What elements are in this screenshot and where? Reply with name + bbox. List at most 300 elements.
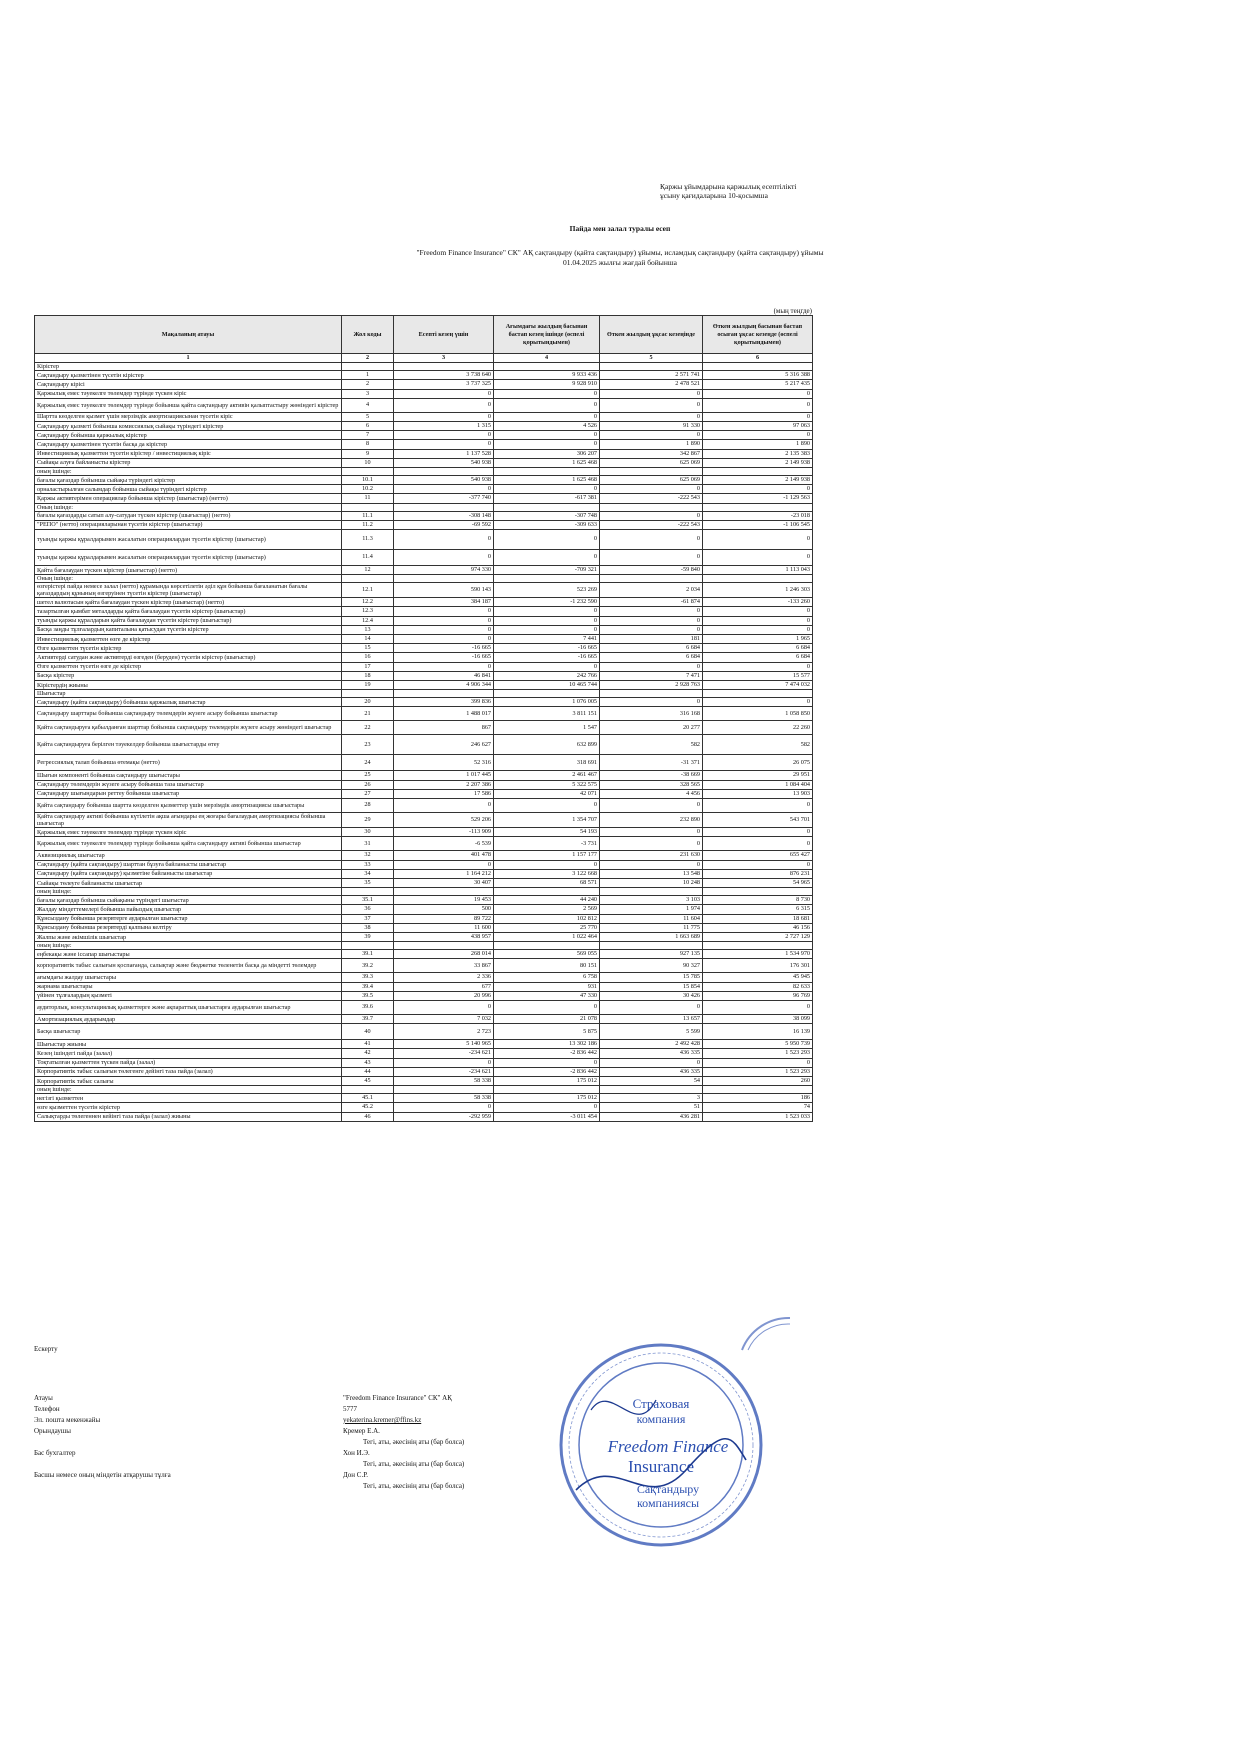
row-value-ytd: 25 770 [494, 923, 600, 932]
table-row [35, 690, 813, 698]
row-value-prior: 0 [600, 616, 703, 625]
index-cell: 3 [394, 354, 494, 363]
row-name: бағалы қағаздар бойынша сыйақы түріндегі кірістер [35, 476, 342, 485]
row-code: 30 [342, 828, 394, 837]
table-row [35, 973, 813, 982]
row-value-ytd: 44 240 [494, 896, 600, 905]
row-value-prior: 11 775 [600, 923, 703, 932]
row-value-prior: 927 135 [600, 950, 703, 959]
row-code: 33 [342, 860, 394, 869]
label-spacer [34, 1437, 171, 1448]
row-value-period: 0 [394, 440, 494, 449]
row-value-prior-ytd: 0 [703, 550, 813, 566]
appendix-note [660, 182, 820, 200]
row-value-prior: 13 548 [600, 869, 703, 878]
row-value-prior-ytd: 0 [703, 389, 813, 398]
row-name: Сақтандыру төлемдерін жүзеге асыру бойынша таза шығыстар [35, 780, 342, 789]
row-value-period [394, 468, 494, 476]
row-value-period: 4 906 344 [394, 681, 494, 690]
row-value-prior-ytd: 543 701 [703, 813, 813, 828]
row-value-prior: 625 069 [600, 476, 703, 485]
row-code [342, 942, 394, 950]
table-row [35, 550, 813, 566]
row-value-ytd [494, 690, 600, 698]
row-value-prior: 13 657 [600, 1014, 703, 1023]
row-value-prior: 0 [600, 431, 703, 440]
row-name: корпоративтік табыс салығын қоспағанда, салықтар және бюджетке төленетін басқа да міндетті төлемдер [35, 959, 342, 973]
row-code: 22 [342, 721, 394, 735]
row-value-prior-ytd: 0 [703, 616, 813, 625]
head-caption: Тегі, аты, әкесінің аты (бар болса) [363, 1482, 465, 1490]
row-value-prior-ytd: 0 [703, 1058, 813, 1067]
row-value-period: 3 738 640 [394, 371, 494, 380]
table-row [35, 780, 813, 789]
table-row [35, 635, 813, 644]
row-value-ytd: 0 [494, 485, 600, 494]
header-ytd-prior: Өткен жылдың басынан бастап осыған ұқсас кезеңде (өспелі қорытындымен) [703, 316, 813, 354]
row-value-period: 11 600 [394, 923, 494, 932]
table-row [35, 583, 813, 598]
row-value-prior-ytd: 186 [703, 1094, 813, 1103]
row-value-ytd: 54 193 [494, 828, 600, 837]
row-value-prior [600, 503, 703, 511]
row-value-ytd: 0 [494, 607, 600, 616]
row-code: 11.2 [342, 520, 394, 529]
row-code [342, 1086, 394, 1094]
row-value-prior: 0 [600, 698, 703, 707]
row-name: Жалпы және әкімшілік шығыстар [35, 932, 342, 941]
row-value-prior: 3 [600, 1094, 703, 1103]
table-row [35, 860, 813, 869]
table-row [35, 932, 813, 941]
row-value-prior-ytd: -133 260 [703, 598, 813, 607]
row-value-prior: 2 928 763 [600, 681, 703, 690]
row-name: Жалдау міндеттемелері бойынша пайыздық шығыстар [35, 905, 342, 914]
row-value-period [394, 363, 494, 371]
table-row [35, 1040, 813, 1049]
row-value-prior-ytd: 1 965 [703, 635, 813, 644]
row-value-period: 0 [394, 485, 494, 494]
row-code: 29 [342, 813, 394, 828]
row-value-prior-ytd: 5 316 388 [703, 371, 813, 380]
row-value-prior: 54 [600, 1076, 703, 1085]
table-index-row [35, 354, 813, 363]
row-code: 32 [342, 851, 394, 860]
row-value-prior-ytd: 1 058 850 [703, 707, 813, 721]
row-value-prior-ytd [703, 888, 813, 896]
table-row [35, 380, 813, 389]
row-value-prior-ytd [703, 575, 813, 583]
row-value-period: 20 996 [394, 991, 494, 1000]
note-label: Ескерту [34, 1345, 58, 1353]
row-value-ytd: 242 766 [494, 671, 600, 680]
row-value-ytd: 2 461 467 [494, 771, 600, 780]
row-value-period: 30 407 [394, 878, 494, 887]
row-value-prior: 436 335 [600, 1067, 703, 1076]
row-value-period: -113 909 [394, 828, 494, 837]
row-value-prior-ytd: 0 [703, 828, 813, 837]
table-row [35, 869, 813, 878]
row-value-prior: 436 335 [600, 1049, 703, 1058]
row-code: 5 [342, 412, 394, 421]
row-value-ytd: 632 899 [494, 735, 600, 755]
table-row [35, 371, 813, 380]
row-value-period: 1 164 212 [394, 869, 494, 878]
row-value-prior-ytd: 18 681 [703, 914, 813, 923]
row-value-prior: 30 426 [600, 991, 703, 1000]
row-value-prior-ytd: 26 075 [703, 755, 813, 771]
row-name: Қаржылық емес тәуекелге төлемдер түрінде бойынша қайта сақтандыру активі бойынша шығыстар [35, 837, 342, 851]
row-value-prior: 316 168 [600, 707, 703, 721]
table-row [35, 389, 813, 398]
row-name: шетел валютасын қайта бағалаудан түскен кірістер (шығыстар) (нетто) [35, 598, 342, 607]
row-value-ytd: -1 232 590 [494, 598, 600, 607]
row-value-prior-ytd: -1 129 563 [703, 494, 813, 503]
row-value-period: 0 [394, 431, 494, 440]
row-value-ytd: 9 933 436 [494, 371, 600, 380]
label-name: Атауы [34, 1394, 53, 1402]
row-value-ytd: 1 547 [494, 721, 600, 735]
table-row [35, 485, 813, 494]
signature-labels [34, 1393, 171, 1481]
row-name: Қайта сақтандыру активі бойынша күтілетін ақша ағындары ең жоғары бағалаудың амортизациясы бойынша шығыстар [35, 813, 342, 828]
row-code: 43 [342, 1058, 394, 1067]
row-code: 11.1 [342, 511, 394, 520]
row-value-period [394, 503, 494, 511]
row-value-period: 401 478 [394, 851, 494, 860]
appendix-line-1: Қаржы ұйымдарына қаржылық есептілікті [660, 182, 797, 191]
row-code: 45.1 [342, 1094, 394, 1103]
row-name: Оның ішінде: [35, 575, 342, 583]
index-cell: 5 [600, 354, 703, 363]
table-row [35, 923, 813, 932]
row-value-period: 0 [394, 635, 494, 644]
table-row [35, 458, 813, 467]
row-code: 34 [342, 869, 394, 878]
row-name: Басқа заңды тұлғалардың капиталына қатысудан түсетін кірістер [35, 625, 342, 634]
row-value-period: 5 140 965 [394, 1040, 494, 1049]
row-value-prior-ytd: 2 149 938 [703, 458, 813, 467]
row-value-ytd: 0 [494, 440, 600, 449]
row-value-prior-ytd [703, 690, 813, 698]
table-row [35, 681, 813, 690]
row-name: Басқа шығыстар [35, 1024, 342, 1040]
row-name: Қаржы активтерімен операциялар бойынша кірістер (шығыстар) (нетто) [35, 494, 342, 503]
row-value-ytd: 1 625 468 [494, 458, 600, 467]
row-code: 23 [342, 735, 394, 755]
row-code: 42 [342, 1049, 394, 1058]
row-code: 8 [342, 440, 394, 449]
row-value-prior-ytd: 0 [703, 698, 813, 707]
index-cell: 6 [703, 354, 813, 363]
row-name: негізгі қызметтен [35, 1094, 342, 1103]
row-code: 6 [342, 422, 394, 431]
row-value-period: -308 148 [394, 511, 494, 520]
row-value-period: 0 [394, 1058, 494, 1067]
row-value-ytd: 6 758 [494, 973, 600, 982]
row-value-prior: 582 [600, 735, 703, 755]
row-value-ytd: 0 [494, 389, 600, 398]
table-row [35, 1076, 813, 1085]
row-name: Шартта көзделген қызмет үшін мерзімдік амортизациясынан түсетін кіріс [35, 412, 342, 421]
row-value-prior-ytd [703, 503, 813, 511]
row-value-ytd [494, 575, 600, 583]
row-value-prior-ytd: 176 301 [703, 959, 813, 973]
table-row [35, 520, 813, 529]
stamp-text-3: Сақтандыру [636, 1482, 700, 1496]
row-value-prior: -31 371 [600, 755, 703, 771]
row-value-prior: 6 684 [600, 653, 703, 662]
row-name: туынды қаржы құралдарымен жасалатын операциялардан түсетін кірістер (шығыстар) [35, 530, 342, 550]
row-name: туынды қаржы құралдарын қайта бағалаудан түсетін кірістер (шығыстар) [35, 616, 342, 625]
row-value-period [394, 888, 494, 896]
report-date: 01.04.2025 жылғы жағдай бойынша [563, 258, 677, 267]
row-value-prior-ytd [703, 1086, 813, 1094]
row-value-ytd: 306 207 [494, 449, 600, 458]
row-value-ytd: 13 302 186 [494, 1040, 600, 1049]
row-value-prior-ytd: 0 [703, 431, 813, 440]
row-value-ytd [494, 503, 600, 511]
row-code: 39.1 [342, 950, 394, 959]
table-row [35, 566, 813, 575]
row-value-prior-ytd: 16 139 [703, 1024, 813, 1040]
row-value-prior: 0 [600, 550, 703, 566]
row-value-period [394, 575, 494, 583]
row-value-prior-ytd: 0 [703, 799, 813, 813]
row-value-ytd: 569 055 [494, 950, 600, 959]
row-value-prior-ytd: 0 [703, 412, 813, 421]
row-name: оның ішінде: [35, 1086, 342, 1094]
row-value-period: 19 453 [394, 896, 494, 905]
row-name: Қайта сақтандыруға қабылданған шарттар бойынша сақтандыру төлемдерін жүзеге асыру жөніндегі шығыстар [35, 721, 342, 735]
row-value-period: 0 [394, 412, 494, 421]
row-name: өзгерістері пайда немесе залал (нетто) құрамында көрсетілетін әділ құн бойынша бағаланатын бағалы қағаздардың құнының өзгеруінен түсетін кірістер (шығыстар) [35, 583, 342, 598]
row-value-prior-ytd: 38 099 [703, 1014, 813, 1023]
row-code: 10.1 [342, 476, 394, 485]
row-code [342, 888, 394, 896]
table-row [35, 982, 813, 991]
row-code: 12.1 [342, 583, 394, 598]
row-value-prior: 0 [600, 511, 703, 520]
row-name: ағымдағы жалдау шығыстары [35, 973, 342, 982]
row-name: бағалы қағаздар бойынша сыйақыны түріндегі шығыстар [35, 896, 342, 905]
table-row [35, 422, 813, 431]
row-value-ytd: 931 [494, 982, 600, 991]
row-value-period: 33 867 [394, 959, 494, 973]
row-code: 39.4 [342, 982, 394, 991]
row-value-prior-ytd: 1 246 303 [703, 583, 813, 598]
row-value-period: -6 539 [394, 837, 494, 851]
row-value-period: -234 621 [394, 1049, 494, 1058]
row-value-prior: 51 [600, 1103, 703, 1112]
row-name: Шығыстар [35, 690, 342, 698]
row-value-ytd: 1 022 464 [494, 932, 600, 941]
row-value-ytd: 4 526 [494, 422, 600, 431]
row-value-prior: 232 890 [600, 813, 703, 828]
row-value-prior-ytd: 1 534 970 [703, 950, 813, 959]
row-value-period: 0 [394, 799, 494, 813]
row-value-prior [600, 888, 703, 896]
row-value-prior: 181 [600, 635, 703, 644]
row-name: Сақтандыру (қайта сақтандыру) қызметіне байланысты шығыстар [35, 869, 342, 878]
row-value-ytd: 80 151 [494, 959, 600, 973]
row-code: 41 [342, 1040, 394, 1049]
stamp-text-4: компаниясы [636, 1496, 700, 1510]
row-value-ytd: 21 078 [494, 1014, 600, 1023]
row-value-prior-ytd: 22 260 [703, 721, 813, 735]
row-name: Салықтарды төлегеннен кейінгі таза пайда (залал) жиыны [35, 1112, 342, 1121]
row-value-period: 268 014 [394, 950, 494, 959]
row-value-period: 0 [394, 625, 494, 634]
row-value-period: 0 [394, 389, 494, 398]
row-value-prior: 0 [600, 1058, 703, 1067]
table-row [35, 905, 813, 914]
row-code [342, 575, 394, 583]
header-article-name: Мақаланың атауы [35, 316, 342, 354]
row-value-prior-ytd: 2 135 383 [703, 449, 813, 458]
table-row [35, 991, 813, 1000]
row-code: 39.6 [342, 1000, 394, 1014]
row-value-prior: -222 543 [600, 520, 703, 529]
row-code [342, 503, 394, 511]
row-code: 7 [342, 431, 394, 440]
table-row [35, 942, 813, 950]
row-value-ytd: -16 665 [494, 644, 600, 653]
stamp-brand-2: Insurance [627, 1457, 695, 1476]
row-value-ytd: 68 571 [494, 878, 600, 887]
row-value-ytd: 0 [494, 616, 600, 625]
row-name: Оның ішінде: [35, 503, 342, 511]
row-code: 39.7 [342, 1014, 394, 1023]
row-name: Қаржылық емес тәуекелге төлемдер түрінде түскен кіріс [35, 389, 342, 398]
row-value-ytd: 5 875 [494, 1024, 600, 1040]
row-value-period: -16 665 [394, 653, 494, 662]
row-code: 10.2 [342, 485, 394, 494]
table-row [35, 575, 813, 583]
row-value-prior-ytd: 655 427 [703, 851, 813, 860]
label-spacer [34, 1459, 171, 1470]
table-row [35, 707, 813, 721]
row-value-prior-ytd: 876 231 [703, 869, 813, 878]
header-line-code: Жол коды [342, 316, 394, 354]
row-value-prior: 3 103 [600, 896, 703, 905]
table-row [35, 1094, 813, 1103]
table-row [35, 598, 813, 607]
row-value-period: 246 627 [394, 735, 494, 755]
row-value-period: 384 187 [394, 598, 494, 607]
row-name: Сыйақы алуға байланысты кірістер [35, 458, 342, 467]
row-value-prior: 1 890 [600, 440, 703, 449]
row-value-ytd: 175 012 [494, 1094, 600, 1103]
table-row [35, 799, 813, 813]
table-row [35, 671, 813, 680]
row-value-prior: 0 [600, 485, 703, 494]
row-name: Сақтандыру (қайта сақтандыру) бойынша қаржылық шығыстар [35, 698, 342, 707]
table-row [35, 449, 813, 458]
label-executor: Орындаушы [34, 1427, 71, 1435]
row-code: 9 [342, 449, 394, 458]
row-code: 37 [342, 914, 394, 923]
row-value-prior: 342 867 [600, 449, 703, 458]
row-value-ytd: 47 330 [494, 991, 600, 1000]
row-value-ytd: 175 012 [494, 1076, 600, 1085]
row-value-period: 438 957 [394, 932, 494, 941]
row-value-ytd: 9 928 910 [494, 380, 600, 389]
label-email: Эл. пошта мекенжайы [34, 1416, 101, 1424]
row-value-prior-ytd: 0 [703, 860, 813, 869]
table-row [35, 813, 813, 828]
row-name: үйінен тұлғалардың қызметі [35, 991, 342, 1000]
row-value-prior-ytd: 1 084 404 [703, 780, 813, 789]
row-value-period: 0 [394, 1103, 494, 1112]
row-value-ytd: -307 748 [494, 511, 600, 520]
accountant-caption: Тегі, аты, әкесінің аты (бар болса) [363, 1460, 465, 1468]
row-value-period: 17 586 [394, 789, 494, 798]
row-value-ytd: 0 [494, 799, 600, 813]
row-value-prior-ytd: 1 890 [703, 440, 813, 449]
row-name: өзге қызметтен түсетін кірістер [35, 1103, 342, 1112]
row-value-period: 0 [394, 662, 494, 671]
row-value-ytd: 0 [494, 550, 600, 566]
row-value-ytd: 523 269 [494, 583, 600, 598]
row-code: 26 [342, 780, 394, 789]
table-row [35, 914, 813, 923]
row-name: Басқа кірістер [35, 671, 342, 680]
appendix-line-2: ұсыну қағидаларына 10-қосымша [660, 191, 768, 200]
row-value-ytd: -709 321 [494, 566, 600, 575]
row-code: 28 [342, 799, 394, 813]
row-code: 19 [342, 681, 394, 690]
row-value-period: 2 723 [394, 1024, 494, 1040]
row-name: еңбекақы және іссапар шығыстары [35, 950, 342, 959]
row-value-period: -292 959 [394, 1112, 494, 1121]
row-value-prior: 7 471 [600, 671, 703, 680]
accountant-name: Хон И.Э. [343, 1449, 370, 1457]
row-value-prior-ytd: 13 903 [703, 789, 813, 798]
row-value-prior-ytd: 5 217 435 [703, 380, 813, 389]
row-code: 39.5 [342, 991, 394, 1000]
row-code: 35.1 [342, 896, 394, 905]
table-row [35, 363, 813, 371]
row-name: Инвестициялық қызметтен түсетін кірістер / инвестициялық кіріс [35, 449, 342, 458]
table-row [35, 896, 813, 905]
row-value-ytd: 2 569 [494, 905, 600, 914]
row-value-prior [600, 942, 703, 950]
row-value-ytd: 102 812 [494, 914, 600, 923]
row-value-ytd: 1 076 005 [494, 698, 600, 707]
row-value-period: 52 316 [394, 755, 494, 771]
email-link[interactable]: yekaterina.kremer@ffins.kz [343, 1416, 422, 1424]
row-code: 39.2 [342, 959, 394, 973]
row-value-prior: -38 669 [600, 771, 703, 780]
row-value-ytd: -617 381 [494, 494, 600, 503]
row-value-prior-ytd: 260 [703, 1076, 813, 1085]
table-row [35, 1086, 813, 1094]
table-row [35, 1067, 813, 1076]
row-value-prior: 436 281 [600, 1112, 703, 1121]
row-code: 2 [342, 380, 394, 389]
row-value-prior-ytd: 82 633 [703, 982, 813, 991]
row-value-prior: 2 034 [600, 583, 703, 598]
table-header-row [35, 316, 813, 354]
row-name: туынды қаржы құралдарымен жасалатын операциялардан түсетін кірістер (шығыстар) [35, 550, 342, 566]
row-value-prior-ytd: 2 149 938 [703, 476, 813, 485]
row-value-prior-ytd: 96 769 [703, 991, 813, 1000]
row-value-ytd: -2 836 442 [494, 1049, 600, 1058]
row-code: 16 [342, 653, 394, 662]
stamp-text-1: Страховая [632, 1396, 690, 1411]
table-row [35, 1000, 813, 1014]
